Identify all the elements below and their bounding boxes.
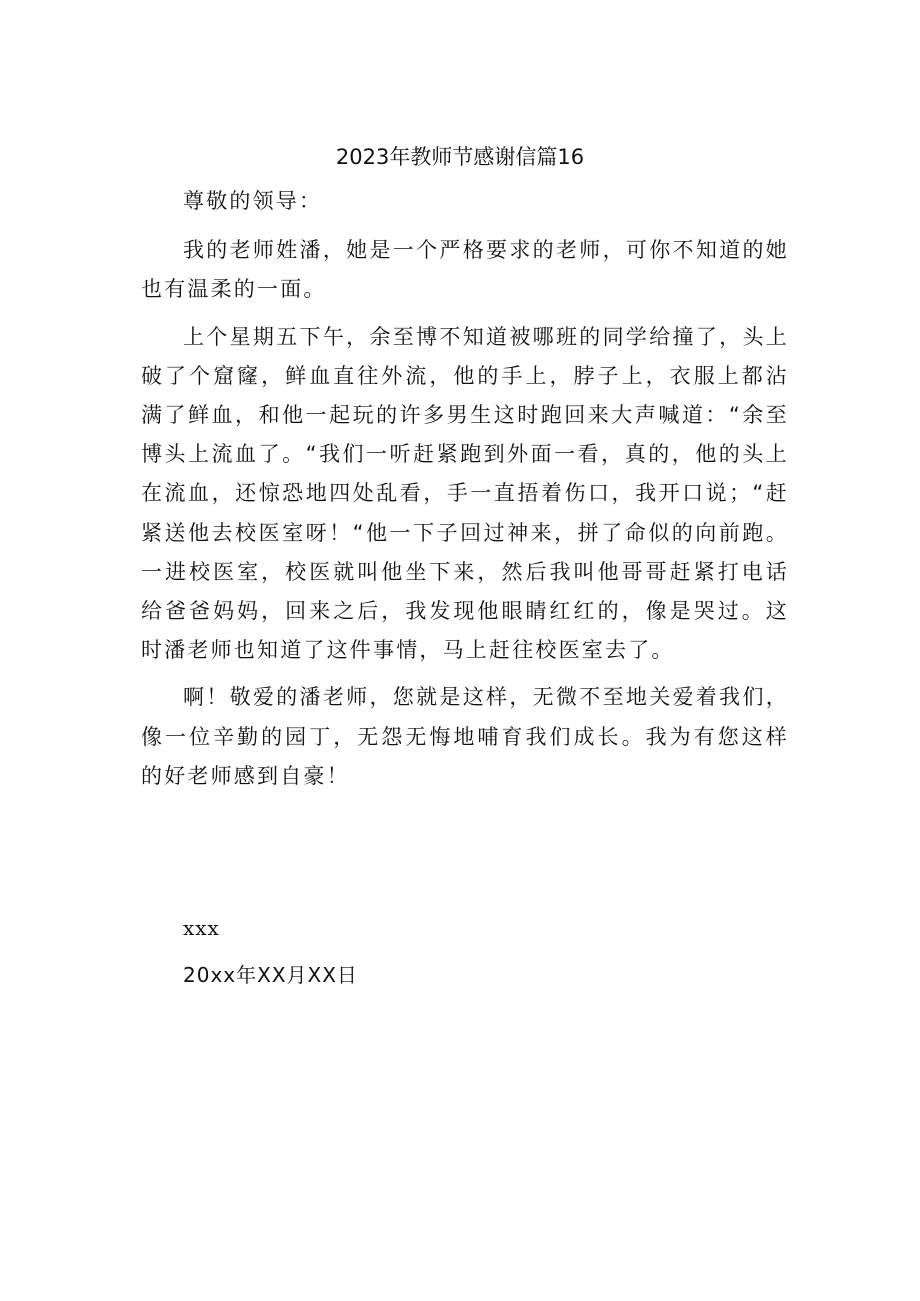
signature-name: xxx	[183, 916, 220, 940]
signature-date: 20xx年XX月XX日	[183, 963, 358, 987]
paragraph-2: 上个星期五下午，余至博不知道被哪班的同学给撞了，头上破了个窟窿，鲜血直往外流，他的手上，脖子上，衣服上都沾满了鲜血，和他一起玩的许多男生这时跑回来大声喊道：“余至博头上流血了。“我们一听赶紧跑到外面一看，真的，他的头上在流血，还惊恐地四处乱看，手一直捂着伤口，我开口说；“赶紧送他去校医室呀！“他一下子回过神来，拼了命似的向前跑。一进校医室，校医就叫他坐下来，然后我叫他哥哥赶紧打电话给爸爸妈妈，回来之后，我发现他眼睛红红的，像是哭过。这时潘老师也知道了这件事情，马上赶往校医室去了。	[141, 324, 789, 663]
document-title: 2023年教师节感谢信篇16	[335, 145, 585, 169]
salutation: 尊敬的领导：	[183, 189, 323, 213]
paragraph-1: 我的老师姓潘，她是一个严格要求的老师，可你不知道的她也有温柔的一面。	[141, 238, 789, 302]
letter-body	[141, 182, 789, 804]
paragraph-3: 啊！敬爱的潘老师，您就是这样，无微不至地关爱着我们，像一位辛勤的园丁，无怨无悔地哺育我们成长。我为有您这样的好老师感到自豪！	[141, 685, 789, 788]
